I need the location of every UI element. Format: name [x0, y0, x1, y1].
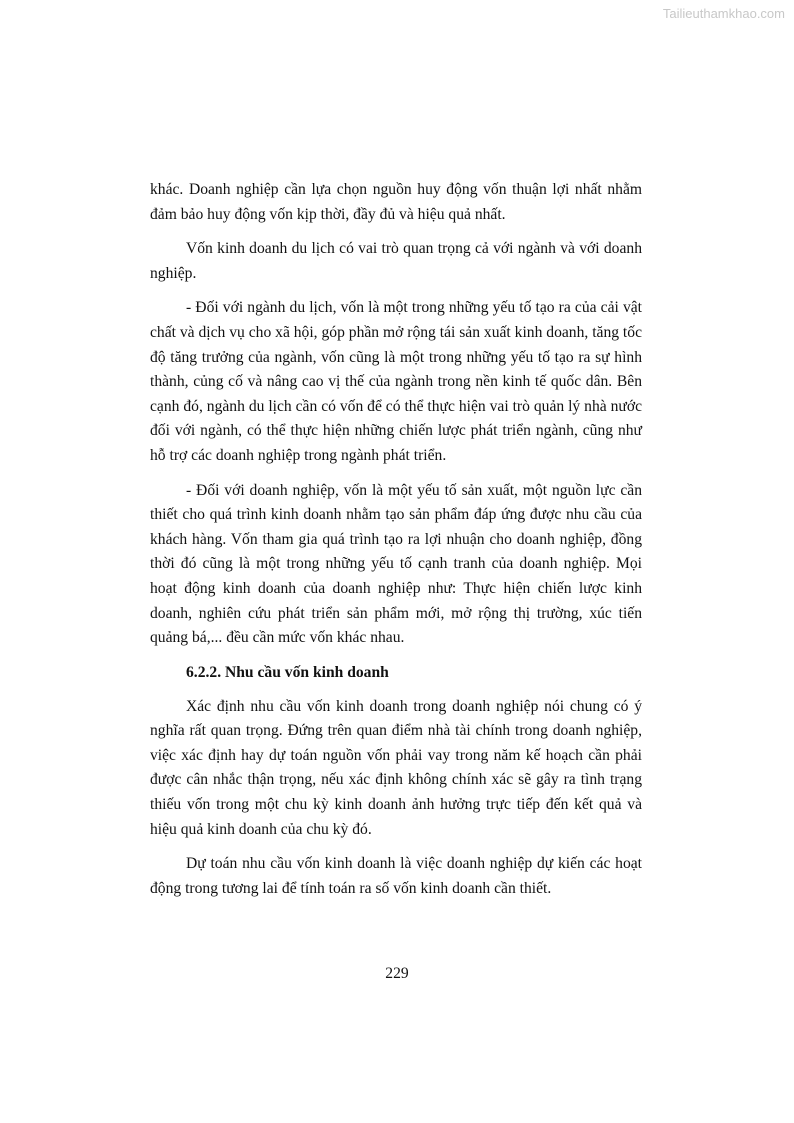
section-heading: 6.2.2. Nhu cầu vốn kinh doanh	[186, 663, 389, 681]
paragraph-enterprise: - Đối với doanh nghiệp, vốn là một yếu tố sản xuất, một nguồn lực cần thiết cho quá trình kinh doanh nhằm tạo sản phẩm đáp ứng được nhu cầu của khách hàng. Vốn tham gia quá trình tạo ra lợi nhuận cho doanh nghiệp, đồng thời đó cũng là một trong những yếu tố cạnh tranh của doanh nghiệp. Mọi hoạt động kinh doanh của doanh nghiệp như: Thực hiện chiến lược kinh doanh, nghiên cứu phát triển sản phẩm mới, mở rộng thị trường, xúc tiến quảng bá,... đều cần mức vốn khác nhau.	[150, 481, 642, 647]
page-body	[150, 178, 642, 911]
watermark: Tailieuthamkhao.com	[662, 6, 785, 21]
paragraph-role-intro: Vốn kinh doanh du lịch có vai trò quan trọng cả với ngành và với doanh nghiệp.	[150, 240, 642, 282]
page-number: 229	[385, 965, 409, 982]
paragraph-capital-needs: Xác định nhu cầu vốn kinh doanh trong doanh nghiệp nói chung có ý nghĩa rất quan trọng. Đứng trên quan điểm nhà tài chính trong doanh nghiệp, việc xác định hay dự toán nguồn vốn phải vay trong năm kế hoạch cần phải được cân nhắc thận trọng, nếu xác định không chính xác sẽ gây ra tình trạng thiếu vốn trong một chu kỳ kinh doanh ảnh hưởng trực tiếp đến kết quả và hiệu quả kinh doanh của chu kỳ đó.	[150, 697, 642, 838]
paragraph-estimation: Dự toán nhu cầu vốn kinh doanh là việc doanh nghiệp dự kiến các hoạt động trong tương lai để tính toán ra số vốn kinh doanh cần thiết.	[150, 855, 642, 897]
paragraph-continuation: khác. Doanh nghiệp cần lựa chọn nguồn huy động vốn thuận lợi nhất nhằm đảm bảo huy động vốn kịp thời, đầy đủ và hiệu quả nhất.	[150, 181, 642, 223]
paragraph-tourism-industry: - Đối với ngành du lịch, vốn là một trong những yếu tố tạo ra của cải vật chất và dịch vụ cho xã hội, góp phần mở rộng tái sản xuất kinh doanh, tăng tốc độ tăng trưởng của ngành, vốn cũng là một trong những yếu tố tạo ra sự hình thành, củng cố và nâng cao vị thế của ngành trong nền kinh tế quốc dân. Bên cạnh đó, ngành du lịch cần có vốn để có thể thực hiện vai trò quản lý nhà nước đối với ngành, có thể thực hiện những chiến lược phát triển ngành, cũng như hỗ trợ các doanh nghiệp trong ngành phát triển.	[150, 299, 642, 464]
